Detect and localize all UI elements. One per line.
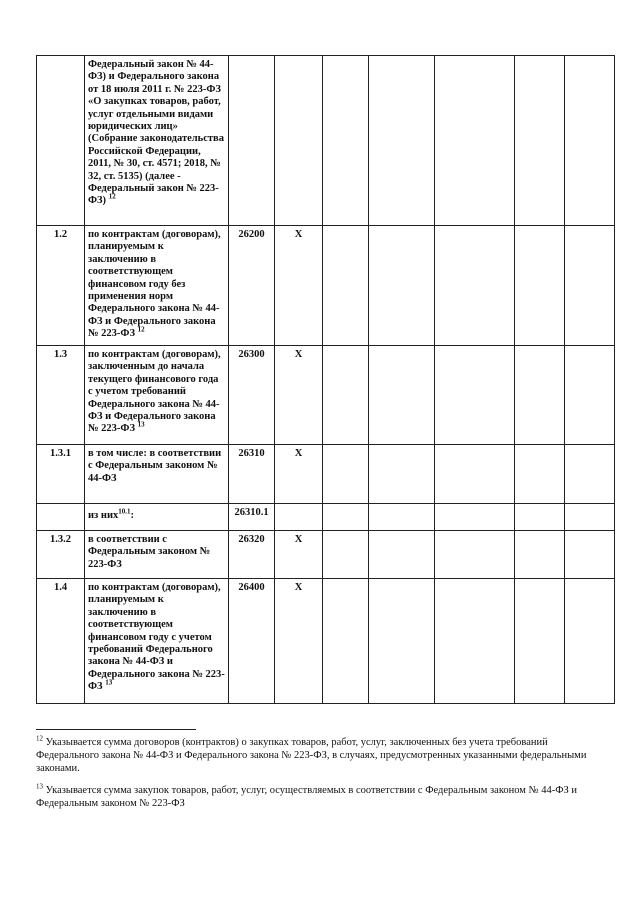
table-cell (565, 226, 615, 346)
table-cell (323, 226, 369, 346)
row-number: 1.3.2 (37, 531, 85, 579)
row-number: 1.2 (37, 226, 85, 346)
row-text: в том числе: в соответствии с Федеральным законом № 44-ФЗ (85, 445, 229, 504)
table-cell (565, 579, 615, 704)
table-cell (369, 504, 435, 531)
table-cell (565, 346, 615, 445)
table-cell (323, 579, 369, 704)
table-cell (323, 504, 369, 531)
table-cell (435, 579, 515, 704)
table-cell (565, 56, 615, 226)
table-cell (565, 504, 615, 531)
row-code: 26200 (229, 226, 275, 346)
table-cell (369, 579, 435, 704)
table-row (37, 226, 615, 346)
row-code (229, 56, 275, 226)
table-cell (369, 346, 435, 445)
footnote-divider (36, 729, 196, 730)
table-cell (323, 531, 369, 579)
table-cell (435, 504, 515, 531)
row-number (37, 56, 85, 226)
table-cell (435, 445, 515, 504)
row-text: из них$^{10.1}$: (85, 504, 229, 531)
row-x-mark: X (275, 445, 323, 504)
row-text: по контрактам (договорам), планируемым к заключению в соответствующем финансовом году с учетом требований Федерального закона № 44-ФЗ и Федерального закона № 223-ФЗ $^{13}$ (85, 579, 229, 704)
row-number: 1.3 (37, 346, 85, 445)
row-code: 26300 (229, 346, 275, 445)
row-x-mark: X (275, 346, 323, 445)
table-row (37, 504, 615, 531)
table-cell (515, 226, 565, 346)
table-cell (565, 531, 615, 579)
table-cell (515, 56, 565, 226)
row-x-mark: X (275, 531, 323, 579)
row-x-mark (275, 56, 323, 226)
table-cell (369, 56, 435, 226)
row-number: 1.3.1 (37, 445, 85, 504)
table-cell (515, 531, 565, 579)
table-cell (435, 531, 515, 579)
row-text: Федеральный закон № 44-ФЗ) и Федерального закона от 18 июля 2011 г. № 223-ФЗ «О закупках товаров, работ, услуг отдельными видами юридических лиц» (Собрание законодательства Российской Федерации, 2011, № 30, ст. 4571; 2018, № 32, ст. 5135) (далее - Федеральный закон № 223-ФЗ) $^{12}$ (85, 56, 229, 226)
table-cell (515, 579, 565, 704)
table-cell (323, 445, 369, 504)
table-row (37, 579, 615, 704)
table-cell (515, 445, 565, 504)
table-cell (369, 531, 435, 579)
table-cell (323, 346, 369, 445)
footnote-13: $^{13}$ Указывается сумма закупок товаров, работ, услуг, осуществляемых в соответствии с Федеральным законом № 44-ФЗ и Федеральным законом № 223-ФЗ (36, 782, 578, 809)
table-row (37, 531, 615, 579)
row-code: 26310 (229, 445, 275, 504)
table-cell (435, 346, 515, 445)
table-cell (565, 445, 615, 504)
footnote-12: $^{12}$ Указывается сумма договоров (контрактов) о закупках товаров, работ, услуг, заключенных без учета требований Федерального закона № 44-ФЗ и Федерального закона № 223-ФЗ, в случаях, предусмотренных указанными федеральными законами. (36, 734, 587, 774)
row-code: 26400 (229, 579, 275, 704)
table-row (37, 346, 615, 445)
row-number (37, 504, 85, 531)
table-row (37, 445, 615, 504)
report-table (36, 55, 615, 704)
row-x-mark: X (275, 226, 323, 346)
row-code: 26310.1 (229, 504, 275, 531)
table-cell (369, 445, 435, 504)
row-number: 1.4 (37, 579, 85, 704)
table-cell (369, 226, 435, 346)
row-text: по контрактам (договорам), заключенным до начала текущего финансового года с учетом требований Федерального закона № 44-ФЗ и Федерального закона № 223-ФЗ $^{13}$ (85, 346, 229, 445)
table-row (37, 56, 615, 226)
row-x-mark: X (275, 579, 323, 704)
row-code: 26320 (229, 531, 275, 579)
table-cell (515, 346, 565, 445)
row-x-mark (275, 504, 323, 531)
row-text: в соответствии с Федеральным законом № 223-ФЗ (85, 531, 229, 579)
table-cell (435, 56, 515, 226)
table-cell (323, 56, 369, 226)
table-cell (515, 504, 565, 531)
row-text: по контрактам (договорам), планируемым к заключению в соответствующем финансовом году без применения норм Федерального закона № 44-ФЗ и Федерального закона № 223-ФЗ $^{12}$ (85, 226, 229, 346)
table-cell (435, 226, 515, 346)
